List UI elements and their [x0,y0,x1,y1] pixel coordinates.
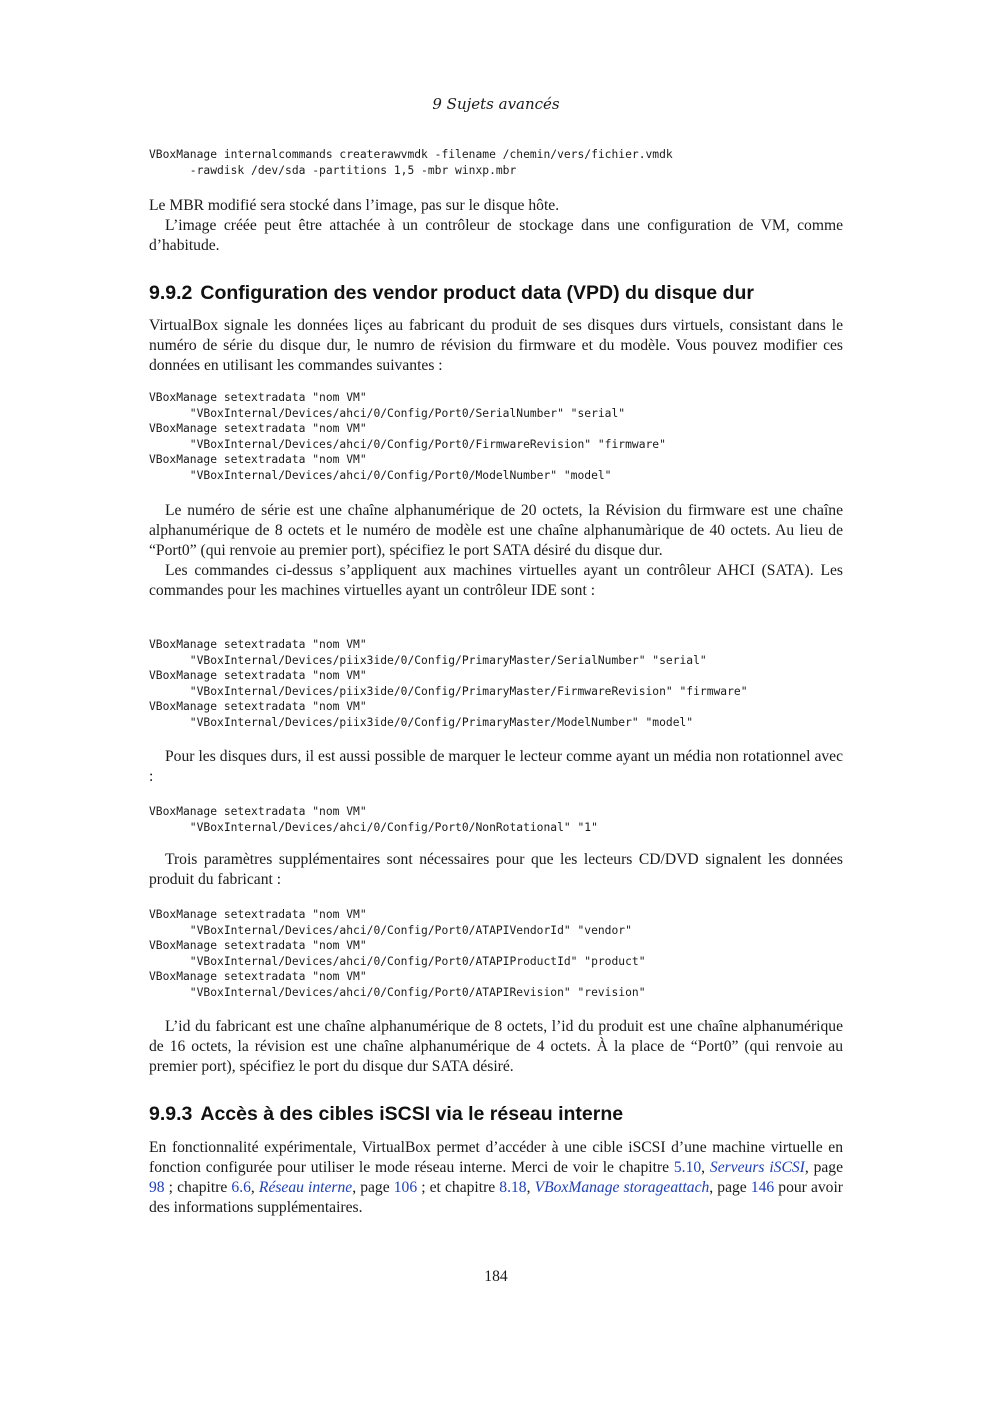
code-block-nonrotational [149,804,843,835]
section-heading-9-9-2 [149,281,843,305]
link-chapter-5-10[interactable]: 5.10 [673,1159,702,1176]
link-page-98[interactable]: 98 [149,1179,165,1196]
section-number: 9.9.2 [149,282,193,304]
code-block-atapi [149,907,843,1001]
paragraph-vpd-intro: VirtualBox signale les données liçes au fabricant du produit de ses disques durs virtuels, consistant dans le numéro de série du disque dur, le numro de révision du firmware et du modèle. Vous pouvez modifier ces données en utilisant les commandes suivantes : [149,317,843,374]
code-atapi: VBoxManage setextradata "nom VM" "VBoxInternal/Devices/ahci/0/Config/Port0/ATAPIVendorId" "vendor" VBoxManage setextradata "nom VM" "VBoxInternal/Devices/ahci/0/Config/Port0/ATAPIProductId" "product" VBoxManage setextradata "nom VM" "VBoxInternal/Devices/ahci/0/Config/Port0/ATAPIRevision" "revision" [149,908,646,999]
code-nonrotational: VBoxManage setextradata "nom VM" "VBoxInternal/Devices/ahci/0/Config/Port0/NonRotational" "1" [149,805,598,834]
paragraph-cd-dvd-intro: Trois paramètres supplémentaires sont nécessaires pour que les lecteurs CD/DVD signalent les données produit du fabricant : [149,851,843,888]
code-createrawvmdk: VBoxManage internalcommands createrawvmdk -filename /chemin/vers/fichier.vmdk -rawdisk /dev/sda -partitions 1,5 -mbr winxp.mbr [149,148,673,177]
code-vpd-ahci: VBoxManage setextradata "nom VM" "VBoxInternal/Devices/ahci/0/Config/Port0/SerialNumber" "serial" VBoxManage setextradata "nom VM" "VBoxInternal/Devices/ahci/0/Config/Port0/FirmwareRevision" "firmware" VBoxManage setextradata "nom VM" "VBoxInternal/Devices/ahci/0/Config/Port0/ModelNumber" "model" [149,391,666,482]
page-number: 184 [484,1268,508,1285]
paragraph-image-attach: L’image créée peut être attachée à un contrôleur de stockage dans une configuration de VM, comme d’habitude. [149,217,843,254]
link-page-146[interactable]: 146 [750,1179,775,1196]
link-serveurs-iscsi[interactable]: Serveurs iSCSI [709,1159,805,1176]
code-vpd-ide: VBoxManage setextradata "nom VM" "VBoxInternal/Devices/piix3ide/0/Config/PrimaryMaster/SerialNumber" "serial" VBoxManage setextradata "nom VM" "VBoxInternal/Devices/piix3ide/0/Config/PrimaryMaster/FirmwareRevision" "firmware" VBoxManage setextradata "nom VM" "VBoxInternal/Devices/piix3ide/0/Config/PrimaryMaster/ModelNumber" "model" [149,638,748,729]
link-chapter-6-6[interactable]: 6.6 [231,1179,251,1196]
paragraph-iscsi: En fonctionnalité expérimentale, VirtualBox permet d’accéder à une cible iSCSI d’une machine virtuelle en fonction configurée pour utiliser le mode réseau interne. Merci de voir le chapitre 5.10, Serveurs iSCSI, page 98 ; chapitre 6.6, Réseau interne, page 106 ; et chapitre 8.18, VBoxManage storageattach, page 146 pour avoir des informations supplémentaires. [149,1139,844,1216]
paragraph-nonrotational-intro: Pour les disques durs, il est aussi possible de marquer le lecteur comme ayant un média non rotationnel avec : [149,748,843,785]
section-title: Configuration des vendor product data (VPD) du disque dur [200,282,754,304]
link-vboxmanage-storageattach[interactable]: VBoxManage storageattach [534,1179,710,1196]
paragraph-group-serial [149,501,843,601]
code-block-vpd-ahci [149,390,843,484]
link-chapter-8-18[interactable]: 8.18 [499,1179,527,1196]
paragraph-ahci-ide: Les commandes ci-dessus s’appliquent aux machines virtuelles ayant un contrôleur AHCI (SATA). Les commandes pour les machines virtuelles ayant un contrôleur IDE sont : [149,562,843,599]
paragraph-mbr-stored: Le MBR modifié sera stocké dans l’image, pas sur le disque hôte. [149,197,560,214]
running-header: 9 Sujets avancés [432,95,560,113]
section-number: 9.9.3 [149,1103,193,1125]
code-block-createrawvmdk [149,147,843,178]
paragraph-vendor-desc: L’id du fabricant est une chaîne alphanumérique de 8 octets, l’id du produit est une chaîne alphanumérique de 16 octets, la révision est une chaîne alphanumérique de 4 octets. À la place de “Port0” (qui renvoie au premier port), spécifiez le port du disque dur SATA désiré. [149,1018,843,1075]
link-reseau-interne[interactable]: Réseau interne [258,1179,353,1196]
link-page-106[interactable]: 106 [393,1179,418,1196]
paragraph-serial-desc: Le numéro de série est une chaîne alphanumérique de 20 octets, la Révision du firmware est une chaîne alphanumérique de 8 octets et le numéro de modèle est une chaîne alphanumàrique de 40 octets. Au lieu de “Port0” (qui renvoie au premier port), spécifiez le port SATA désiré du disque dur. [149,502,843,559]
section-title: Accès à des cibles iSCSI via le réseau interne [200,1103,624,1125]
section-heading-9-9-3 [149,1102,843,1126]
paragraph-group-mbr [149,196,843,256]
code-block-vpd-ide [149,637,843,731]
